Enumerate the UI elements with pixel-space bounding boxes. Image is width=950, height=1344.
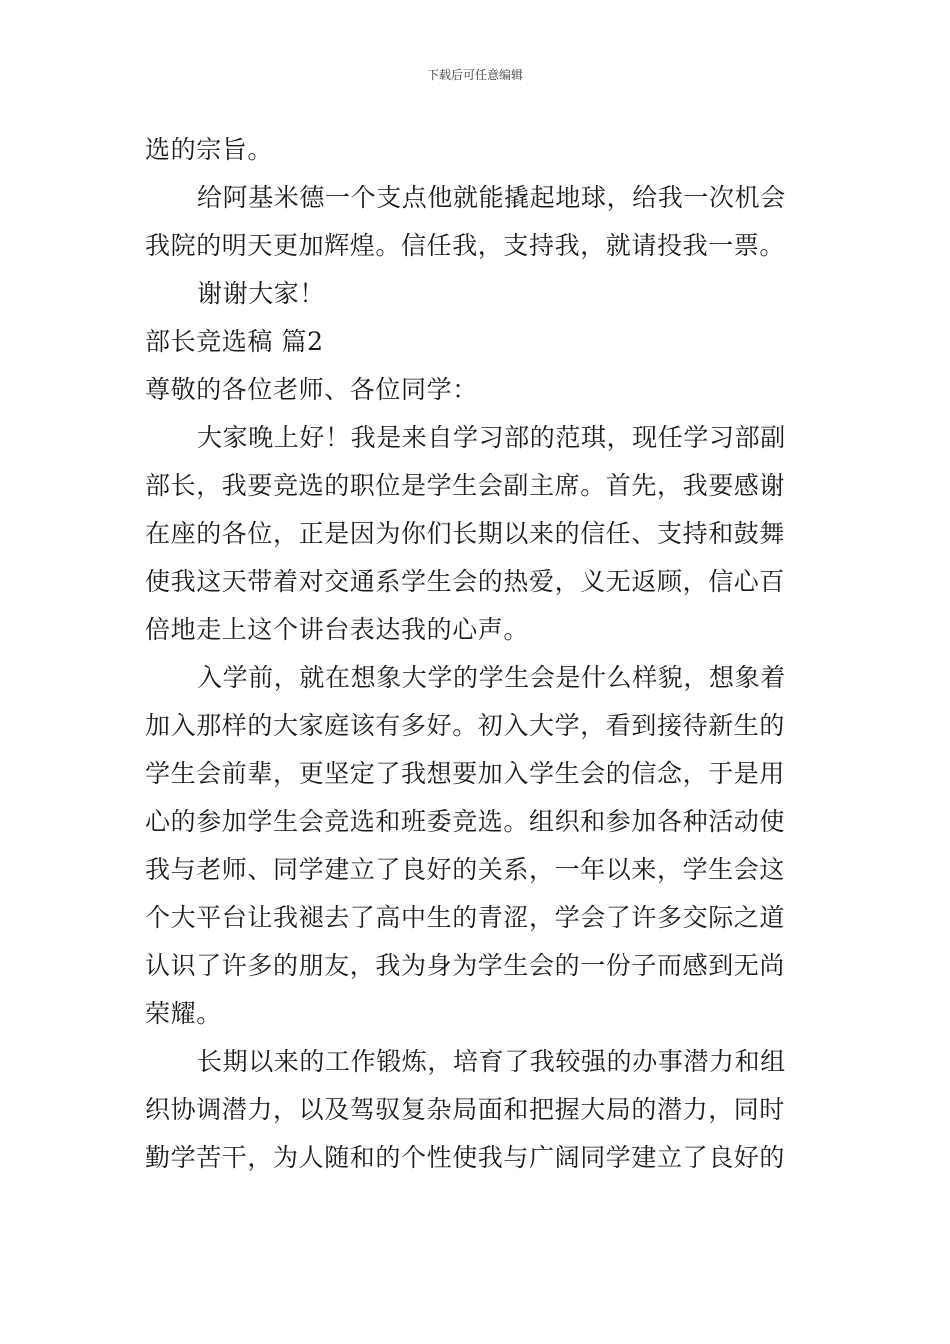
page-header: 下载后可任意编辑: [426, 68, 523, 82]
text-line: 入学前，就在想象大学的学生会是什么样貌，想象着: [197, 663, 786, 692]
text-line: 倍地走上这个讲台表达我的心声。: [145, 615, 530, 644]
text-line: 认识了许多的朋友，我为身为学生会的一份子而感到无尚: [145, 951, 786, 980]
section-title: 部长竞选稿 篇2: [145, 327, 324, 356]
text-line: 心的参加学生会竞选和班委竞选。组织和参加各种活动使: [145, 807, 786, 836]
salutation: 尊敬的各位老师、各位同学：: [145, 375, 478, 404]
text-line: 长期以来的工作锻炼，培育了我较强的办事潜力和组: [197, 1047, 786, 1076]
text-line: 织协调潜力，以及驾驭复杂局面和把握大局的潜力，同时: [145, 1095, 786, 1124]
text-line: 谢谢大家！: [197, 279, 326, 308]
text-line: 学生会前辈，更坚定了我想要加入学生会的信念，于是用: [145, 759, 786, 788]
text-line: 大家晚上好！我是来自学习部的范琪，现任学习部副: [197, 423, 786, 452]
text-line: 加入那样的大家庭该有多好。初入大学，看到接待新生的: [145, 711, 786, 740]
text-line: 在座的各位，正是因为你们长期以来的信任、支持和鼓舞: [145, 519, 786, 548]
text-line: 部长，我要竞选的职位是学生会副主席。首先，我要感谢: [145, 471, 786, 500]
text-line: 我院的明天更加辉煌。信任我，支持我，就请投我一票。: [145, 231, 786, 260]
text-line: 荣耀。: [145, 999, 222, 1028]
text-line: 勤学苦干，为人随和的个性使我与广阔同学建立了良好的: [145, 1143, 786, 1172]
text-line: 选的宗旨。: [145, 135, 274, 164]
text-line: 使我这天带着对交通系学生会的热爱，义无返顾，信心百: [145, 567, 786, 596]
text-line: 我与老师、同学建立了良好的关系，一年以来，学生会这: [145, 855, 786, 884]
document-body: [145, 126, 810, 1182]
text-line: 个大平台让我褪去了高中生的青涩，学会了许多交际之道: [145, 903, 786, 932]
text-line: 给阿基米德一个支点他就能撬起地球，给我一次机会: [197, 183, 786, 212]
